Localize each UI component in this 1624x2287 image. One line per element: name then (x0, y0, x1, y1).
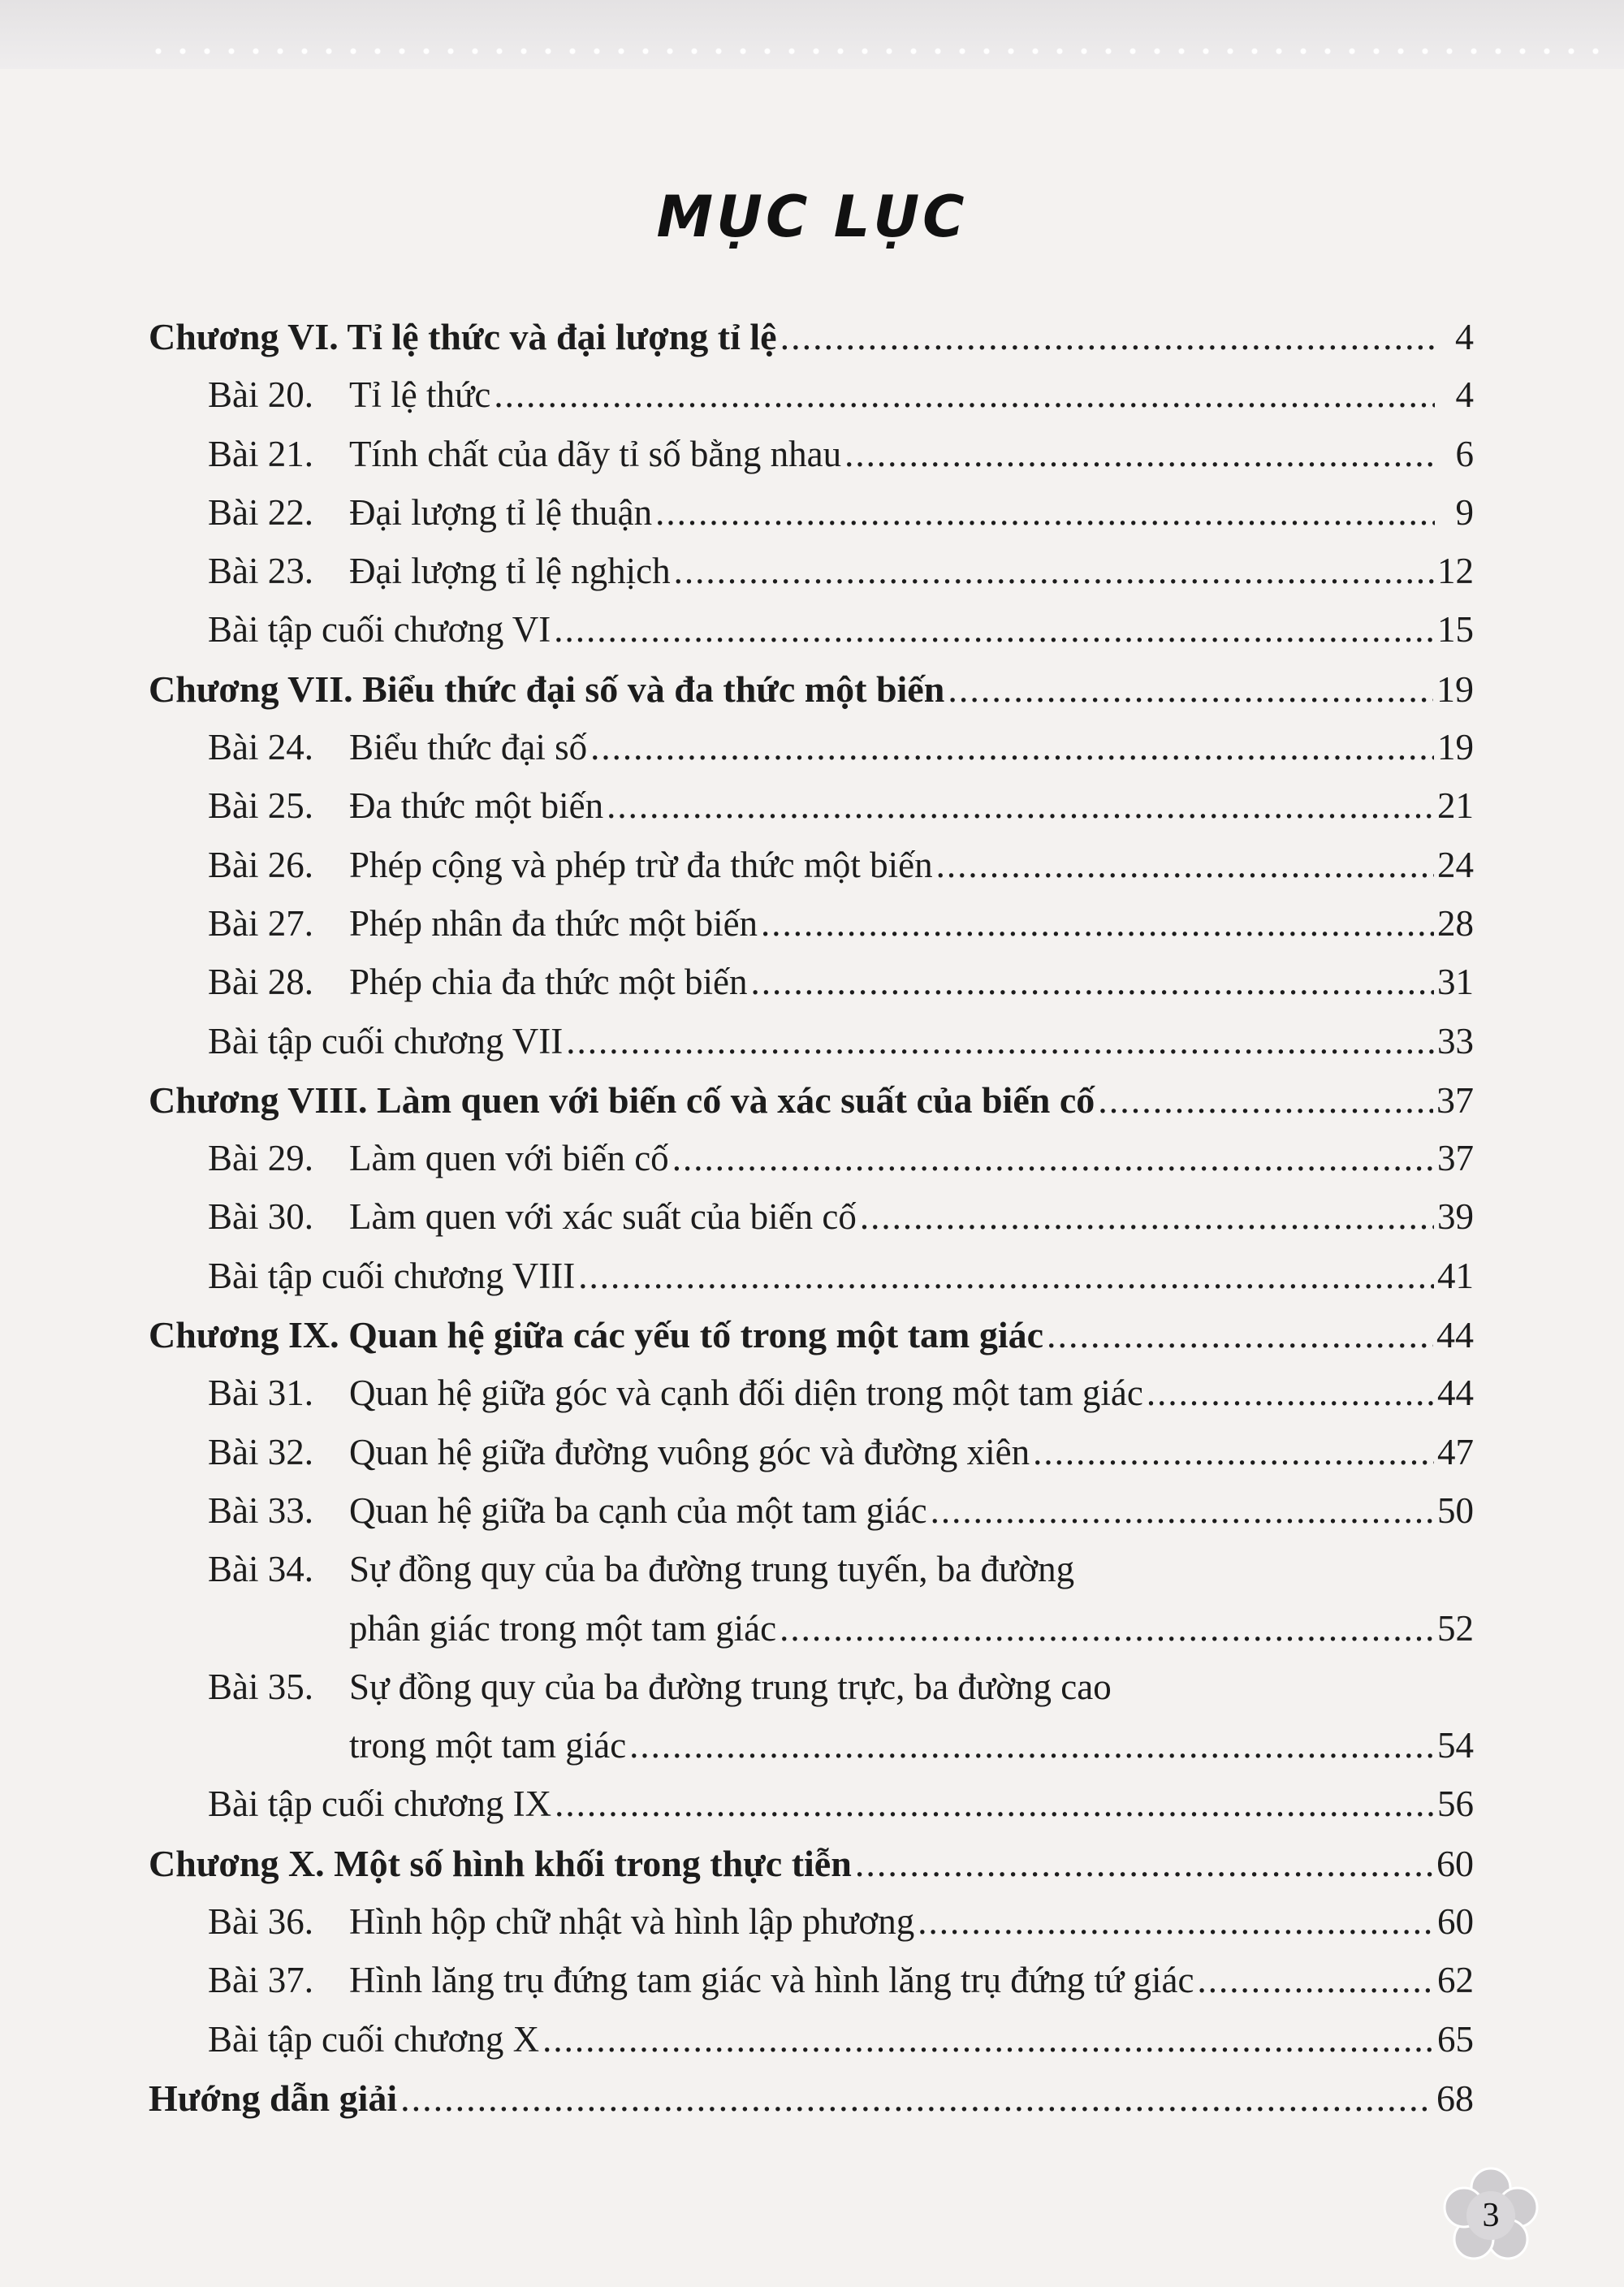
dot-leader (931, 1489, 1434, 1532)
lesson-number: Bài 29. (208, 1138, 313, 1179)
page-ref: 6 (1455, 433, 1474, 474)
page-ref: 19 (1437, 727, 1474, 768)
lesson-title: Hình lăng trụ đứng tam giác và hình lăng trụ đứng tứ giác (349, 1960, 1194, 2001)
toc-lesson-row[interactable] (149, 902, 1474, 961)
toc-lesson-row[interactable] (149, 726, 1474, 785)
lesson-number: Bài 25. (208, 785, 313, 827)
page-ref: 62 (1437, 1960, 1474, 2001)
lesson-number: Bài 35. (208, 1666, 313, 1707)
lesson-number: Bài 33. (208, 1489, 313, 1531)
review-title: Bài tập cuối chương VII (208, 1020, 564, 1061)
toc-lesson-row[interactable] (149, 1900, 1474, 1959)
lesson-title: Quan hệ giữa đường vuông góc và đường xiên (349, 1431, 1030, 1472)
lesson-title: Hình hộp chữ nhật và hình lập phương (349, 1901, 915, 1943)
dot-leader (844, 433, 1435, 475)
lesson-number: Bài 23. (208, 551, 313, 592)
lesson-title: Quan hệ giữa ba cạnh của một tam giác (349, 1489, 927, 1531)
toc-chapter-row[interactable] (149, 1079, 1474, 1137)
dot-leader (578, 1255, 1434, 1297)
lesson-title: Phép chia đa thức một biến (349, 962, 748, 1003)
lesson-title: Phép nhân đa thức một biến (349, 902, 758, 944)
lesson-number: Bài 20. (208, 374, 313, 416)
page-ref: 65 (1437, 2018, 1474, 2060)
lesson-title: Làm quen với xác suất của biến cố (349, 1196, 857, 1238)
lesson-number: Bài 36. (208, 1901, 313, 1943)
lesson-number: Bài 31. (208, 1373, 313, 1414)
page-ref: 19 (1436, 668, 1474, 710)
toc-lesson-row[interactable] (149, 1431, 1474, 1489)
lesson-title: Tính chất của dãy tỉ số bằng nhau (349, 433, 842, 474)
chapter-title: Chương VII. Biểu thức đại số và đa thức một biến (149, 668, 945, 710)
lesson-title: Làm quen với biến cố (349, 1138, 669, 1179)
page-ref: 4 (1455, 316, 1474, 357)
toc-lesson-continuation[interactable] (149, 1607, 1474, 1666)
page-ref: 47 (1437, 1431, 1474, 1472)
toc-lesson-row[interactable] (149, 1959, 1474, 2017)
dot-leader (674, 550, 1434, 592)
lesson-title-continued: trong một tam giác (349, 1725, 627, 1766)
dot-leader (566, 1020, 1434, 1062)
lesson-number: Bài 27. (208, 902, 313, 944)
dot-leader (672, 1137, 1434, 1179)
page-ref: 15 (1437, 609, 1474, 651)
dot-leader (655, 491, 1435, 534)
toc-chapter-row[interactable] (149, 1313, 1474, 1372)
dot-leader (918, 1900, 1434, 1943)
toc-lesson-row[interactable] (149, 1137, 1474, 1195)
review-title: Bài tập cuối chương VI (208, 609, 551, 651)
page-ref: 12 (1437, 551, 1474, 592)
page-ref: 9 (1455, 491, 1474, 533)
dot-leader (629, 1724, 1434, 1766)
lesson-number: Bài 34. (208, 1549, 313, 1590)
lesson-number: Bài 28. (208, 962, 313, 1003)
toc-lesson-row[interactable] (149, 785, 1474, 843)
review-title: Bài tập cuối chương IX (208, 1783, 552, 1825)
lesson-number: Bài 24. (208, 727, 313, 768)
dot-leader (542, 2018, 1434, 2060)
dot-leader (1098, 1079, 1433, 1122)
page-number: 3 (1482, 2197, 1500, 2234)
page-ref: 37 (1437, 1138, 1474, 1179)
dot-leader (751, 961, 1434, 1003)
toc-chapter-row[interactable] (149, 2077, 1474, 2135)
page-ref: 39 (1437, 1196, 1474, 1238)
dot-leader (400, 2077, 1433, 2120)
lesson-title: Phép cộng và phép trừ đa thức một biến (349, 844, 933, 885)
dot-leader (1033, 1431, 1434, 1473)
page-ref: 41 (1437, 1255, 1474, 1296)
dot-leader (1047, 1313, 1433, 1356)
dot-leader (860, 1195, 1434, 1238)
lesson-number: Bài 26. (208, 844, 313, 885)
chapter-title: Hướng dẫn giải (149, 2077, 398, 2119)
dot-leader (1197, 1959, 1434, 2001)
dot-leader (555, 1783, 1434, 1825)
page-ref: 28 (1437, 902, 1474, 944)
lesson-title: Đại lượng tỉ lệ nghịch (349, 551, 671, 592)
page-ref: 60 (1436, 1842, 1474, 1884)
dot-leader (494, 374, 1435, 416)
toc-chapter-row[interactable] (149, 668, 1474, 726)
lesson-title: Đại lượng tỉ lệ thuận (349, 491, 653, 533)
toc-review-row[interactable] (149, 1255, 1474, 1313)
page-ref: 54 (1437, 1725, 1474, 1766)
lesson-title-continued: phân giác trong một tam giác (349, 1607, 777, 1649)
toc-lesson-row[interactable] (149, 1195, 1474, 1254)
review-title: Bài tập cuối chương VIII (208, 1255, 576, 1296)
dot-leader (936, 844, 1434, 886)
toc-lesson-row[interactable] (149, 844, 1474, 902)
lesson-title: Quan hệ giữa góc và cạnh đối diện trong một tam giác (349, 1373, 1143, 1414)
page-ref: 44 (1437, 1373, 1474, 1414)
toc-lesson-row[interactable] (149, 961, 1474, 1019)
toc-lesson-row[interactable] (149, 1548, 1474, 1606)
page-ref: 60 (1437, 1901, 1474, 1943)
lesson-number: Bài 22. (208, 491, 313, 533)
chapter-title: Chương IX. Quan hệ giữa các yếu tố trong một tam giác (149, 1314, 1044, 1356)
page-ref: 50 (1437, 1489, 1474, 1531)
page-ref: 24 (1437, 844, 1474, 885)
toc-review-row[interactable] (149, 1020, 1474, 1079)
dot-leader (1147, 1372, 1434, 1414)
page-ref: 44 (1436, 1314, 1474, 1356)
lesson-title: Đa thức một biến (349, 785, 604, 827)
dot-leader (855, 1842, 1433, 1885)
chapter-title: Chương VI. Tỉ lệ thức và đại lượng tỉ lệ (149, 316, 777, 357)
dot-leader (607, 785, 1434, 827)
lesson-number: Bài 21. (208, 433, 313, 474)
chapter-title: Chương VIII. Làm quen với biến cố và xác suất của biến cố (149, 1079, 1095, 1121)
page-ref: 68 (1436, 2077, 1474, 2119)
dot-leader (780, 1607, 1434, 1649)
chapter-title: Chương X. Một số hình khối trong thực tiễn (149, 1842, 852, 1884)
dot-leader (780, 315, 1435, 358)
lesson-title: Sự đồng quy của ba đường trung tuyến, ba đường (349, 1549, 1075, 1590)
toc-lesson-row[interactable] (149, 550, 1474, 608)
dot-leader (948, 668, 1433, 711)
dot-leader (554, 608, 1434, 651)
toc-lesson-row[interactable] (149, 1666, 1474, 1724)
page-ref: 4 (1455, 374, 1474, 416)
toc-lesson-row[interactable] (149, 1372, 1474, 1430)
toc-lesson-row[interactable] (149, 491, 1474, 550)
lesson-title: Sự đồng quy của ba đường trung trực, ba đường cao (349, 1666, 1112, 1707)
table-of-contents (149, 315, 1474, 2135)
page-ref: 33 (1437, 1020, 1474, 1061)
lesson-number: Bài 30. (208, 1196, 313, 1238)
page-ref: 37 (1436, 1079, 1474, 1121)
toc-chapter-row[interactable] (149, 315, 1474, 374)
lesson-number: Bài 37. (208, 1960, 313, 2001)
page-title: MỤC LỤC (656, 184, 968, 250)
toc-review-row[interactable] (149, 608, 1474, 667)
toc-chapter-row[interactable] (149, 1842, 1474, 1900)
dot-leader (590, 726, 1434, 768)
lesson-number: Bài 32. (208, 1431, 313, 1472)
lesson-title: Biểu thức đại số (349, 727, 588, 768)
toc-review-row[interactable] (149, 1783, 1474, 1841)
toc-lesson-row[interactable] (149, 374, 1474, 432)
lesson-title: Tỉ lệ thức (349, 374, 491, 416)
toc-lesson-row[interactable] (149, 1489, 1474, 1548)
review-title: Bài tập cuối chương X (208, 2018, 540, 2060)
page-ref: 31 (1437, 962, 1474, 1003)
toc-lesson-row[interactable] (149, 433, 1474, 491)
dot-leader (761, 902, 1434, 945)
page-ref: 52 (1437, 1607, 1474, 1649)
toc-review-row[interactable] (149, 2018, 1474, 2077)
toc-lesson-continuation[interactable] (149, 1724, 1474, 1783)
page-ref: 21 (1437, 785, 1474, 827)
page-ref: 56 (1437, 1783, 1474, 1825)
